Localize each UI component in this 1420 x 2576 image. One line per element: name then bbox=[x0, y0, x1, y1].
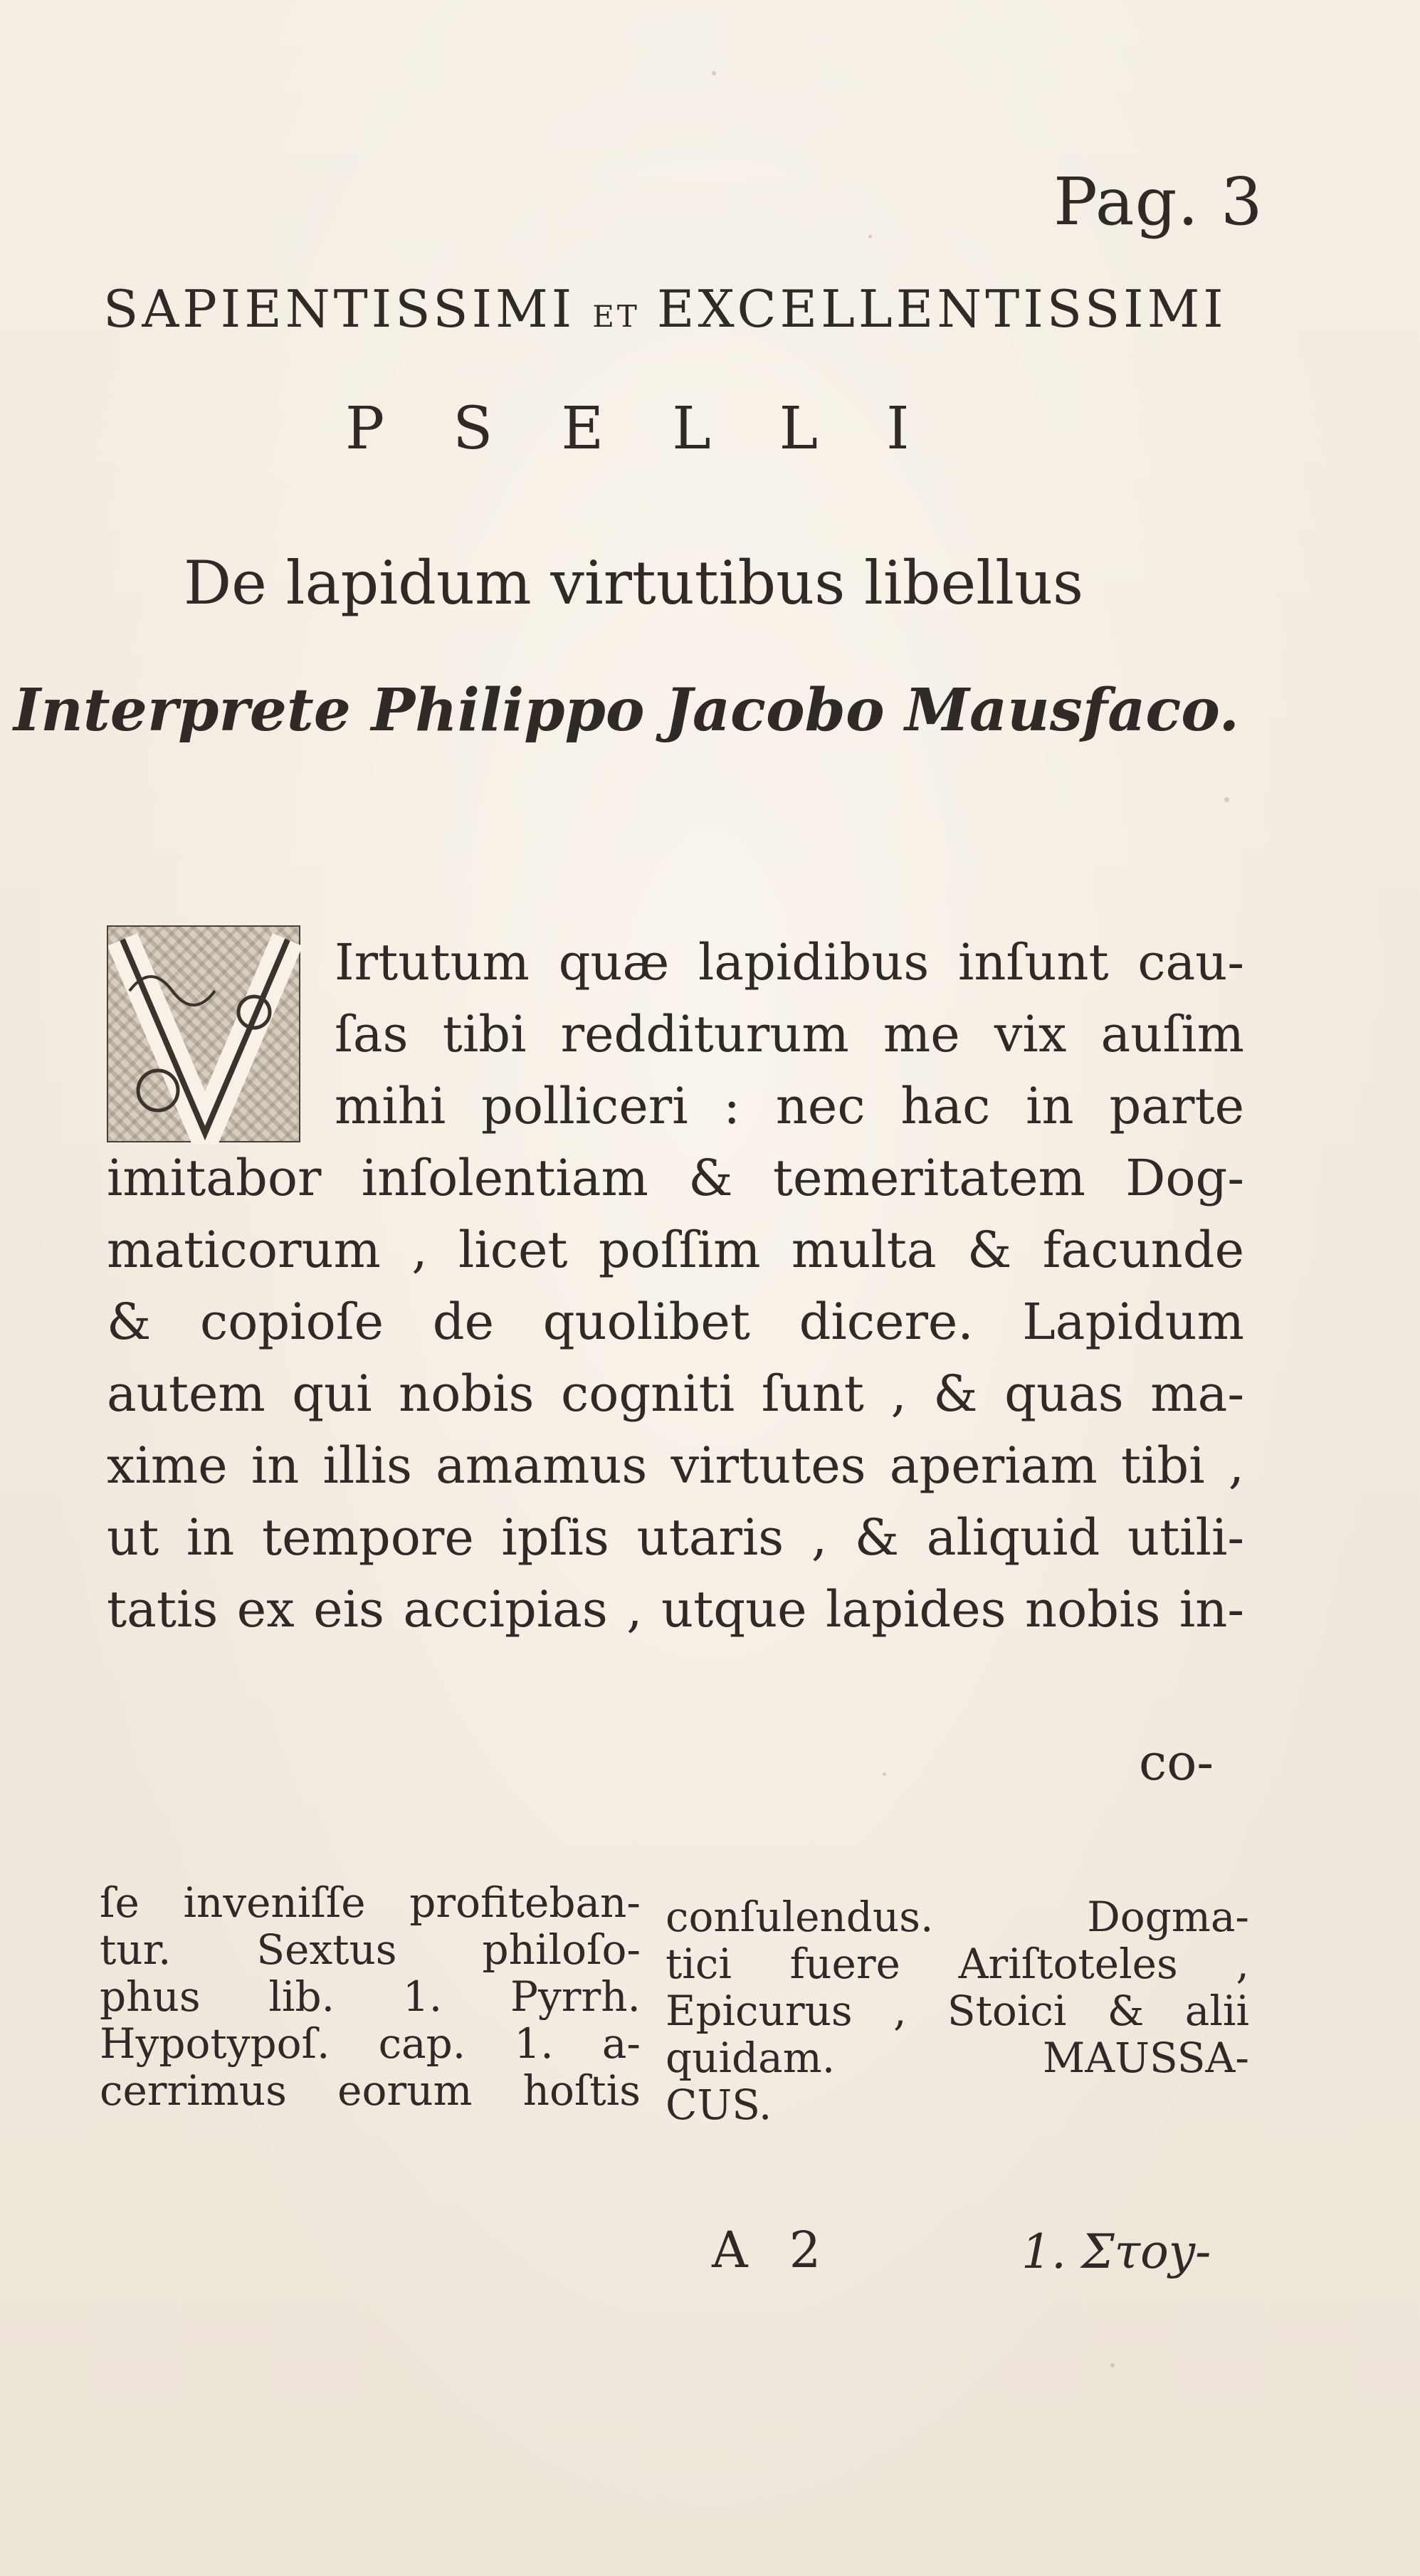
paper-speck bbox=[883, 1772, 886, 1776]
body-line: maticorum , licet poſſim multa & facunde bbox=[107, 1221, 1244, 1279]
paper-speck bbox=[1224, 797, 1229, 802]
subtitle: De lapidum virtutibus libellus bbox=[183, 548, 1084, 618]
body-text bbox=[107, 927, 1244, 1646]
footnote-left bbox=[100, 1879, 641, 2114]
title-et: ET bbox=[592, 299, 640, 334]
author-name: PSELLI bbox=[345, 395, 978, 463]
footnote-line: Epicurus , Stoici & alii bbox=[666, 1987, 1249, 2035]
body-line: & copioſe de quolibet dicere. Lapidum bbox=[107, 1293, 1244, 1351]
body-line: tatis ex eis accipias , utque lapides nobis in- bbox=[107, 1580, 1244, 1639]
footnote-right bbox=[666, 1893, 1249, 2128]
paper-speck bbox=[868, 235, 872, 238]
footnote-line: Hypotypoſ. cap. 1. a- bbox=[100, 2019, 641, 2068]
page-number bbox=[1053, 164, 1263, 240]
body-line: ſas tibi redditurum me vix auſim bbox=[335, 1005, 1244, 1063]
body-line: xime in illis amamus virtutes aperiam tibi , bbox=[107, 1436, 1244, 1495]
footnote-line: quidam. MAUSSA- bbox=[666, 2034, 1249, 2082]
signature-mark: A 2 bbox=[712, 2221, 834, 2279]
footnote-line: CUS. bbox=[666, 2081, 772, 2129]
next-page-catchword: 1. Στοy- bbox=[1021, 2224, 1211, 2279]
body-line: mihi polliceri : nec hac in parte bbox=[335, 1077, 1244, 1135]
paper-speck bbox=[1110, 2363, 1115, 2367]
body-line: Irtutum quæ lapidibus inſunt cau- bbox=[335, 933, 1244, 992]
title-part-2: EXCELLENTISSIMI bbox=[656, 279, 1227, 339]
main-title bbox=[103, 279, 1256, 339]
footnote-line: conſulendus. Dogma- bbox=[666, 1893, 1249, 1941]
translator-line: Interprete Philippo Jacobo Mausfaco. bbox=[13, 676, 1240, 745]
page-number-label: Pag. bbox=[1053, 164, 1199, 240]
body-line: autem qui nobis cogniti ſunt , & quas ma- bbox=[107, 1365, 1244, 1423]
paper-speck bbox=[712, 71, 716, 75]
footnote-line: tur. Sextus philoſo- bbox=[100, 1925, 641, 1974]
footnote-line: phus lib. 1. Pyrrh. bbox=[100, 1972, 641, 2021]
page-number-value: 3 bbox=[1221, 164, 1263, 240]
footnote-line: ſe inveniſſe profiteban- bbox=[100, 1878, 641, 1927]
catchword: co- bbox=[1139, 1733, 1214, 1792]
title-part-1: SAPIENTISSIMI bbox=[103, 279, 576, 339]
body-line: ut in tempore ipſis utaris , & aliquid utili- bbox=[107, 1508, 1244, 1567]
footnote-line: cerrimus eorum hoſtis bbox=[100, 2066, 641, 2115]
body-line: imitabor inſolentiam & temeritatem Dog- bbox=[107, 1149, 1244, 1207]
footnote-line: tici fuere Ariſtoteles , bbox=[666, 1940, 1249, 1988]
